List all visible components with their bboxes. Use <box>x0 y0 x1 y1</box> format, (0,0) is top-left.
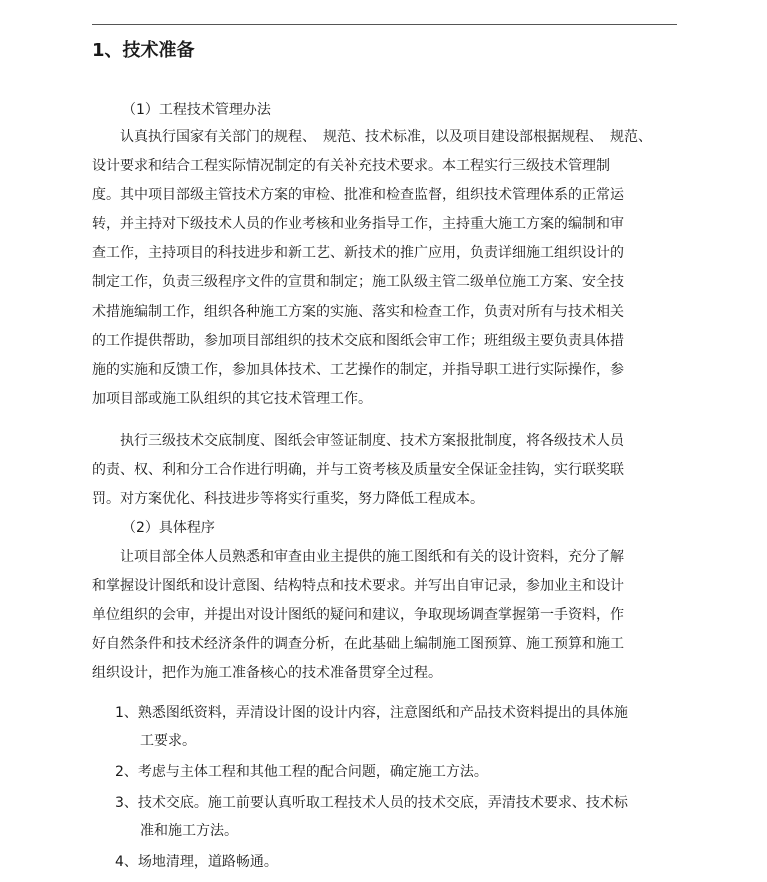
text-line: 转，并主持对下级技术人员的作业考核和业务指导工作，主持重大施工方案的编制和审 <box>92 216 624 233</box>
text-line: 术措施编制工作，组织各种施工方案的实施、落实和检查工作，负责对所有与技术相关 <box>92 303 624 320</box>
text-line: 执行三级技术交底制度、图纸会审签证制度、技术方案报批制度，将各级技术人员 <box>120 433 624 449</box>
text-line: 制定工作，负责三级程序文件的宣贯和制定；施工队级主管二级单位施工方案、安全技 <box>92 274 624 291</box>
paragraph-disclosure-system <box>92 427 682 514</box>
list-item-4: 4、场地清理，道路畅通。 <box>115 854 278 870</box>
section-heading: 1、技术准备 <box>92 40 195 61</box>
text-line: 度。其中项目部级主管技术方案的审检、批准和检查监督，组织技术管理体系的正常运 <box>92 187 624 204</box>
list-item-2: 2、考虑与主体工程和其他工程的配合问题，确定施工方法。 <box>115 764 488 780</box>
text-line: 加项目部或施工队组织的其它技术管理工作。 <box>92 390 372 407</box>
text-line: 的工作提供帮助，参加项目部组织的技术交底和图纸会审工作；班组级主要负责具体措 <box>92 332 624 349</box>
list-item-3-continued: 准和施工方法。 <box>140 823 238 839</box>
text-line: 施的实施和反馈工作，参加具体技术、工艺操作的制定，并指导职工进行实际操作，参 <box>92 361 624 378</box>
text-line: 好自然条件和技术经济条件的调查分析，在此基础上编制施工图预算、施工预算和施工 <box>92 636 624 653</box>
header-rule <box>92 24 677 25</box>
text-line: 查工作，主持项目的科技进步和新工艺、新技术的推广应用，负责详细施工组织设计的 <box>92 245 624 262</box>
text-line: 认真执行国家有关部门的规程、 规范、技术标准，以及项目建设部根据规程、 规范、 <box>120 129 652 145</box>
text-line: 让项目部全体人员熟悉和审查由业主提供的施工图纸和有关的设计资料，充分了解 <box>120 549 624 565</box>
list-item-1-continued: 工要求。 <box>140 733 196 749</box>
text-line: 和掌握设计图纸和设计意图、结构特点和技术要求。并写出自审记录，参加业主和设计 <box>92 578 624 595</box>
text-line: 罚。对方案优化、科技进步等将实行重奖，努力降低工程成本。 <box>92 491 484 508</box>
text-line: 的责、权、利和分工合作进行明确，并与工资考核及质量安全保证金挂钩，实行联奖联 <box>92 462 624 479</box>
subsection-title-procedure: （2）具体程序 <box>122 520 215 536</box>
list-item-3: 3、技术交底。施工前要认真听取工程技术人员的技术交底，弄清技术要求、技术标 <box>115 795 628 811</box>
text-line: 组织设计，把作为施工准备核心的技术准备贯穿全过程。 <box>92 665 442 682</box>
subsection-title-management: （1）工程技术管理办法 <box>122 102 271 118</box>
paragraph-management-system <box>92 123 682 414</box>
list-item-1: 1、熟悉图纸资料，弄清设计图的设计内容，注意图纸和产品技术资料提出的具体施 <box>115 705 628 721</box>
paragraph-procedure <box>92 543 682 688</box>
text-line: 单位组织的会审，并提出对设计图纸的疑问和建议，争取现场调查掌握第一手资料，作 <box>92 607 624 624</box>
text-line: 设计要求和结合工程实际情况制定的有关补充技术要求。本工程实行三级技术管理制 <box>92 158 610 175</box>
